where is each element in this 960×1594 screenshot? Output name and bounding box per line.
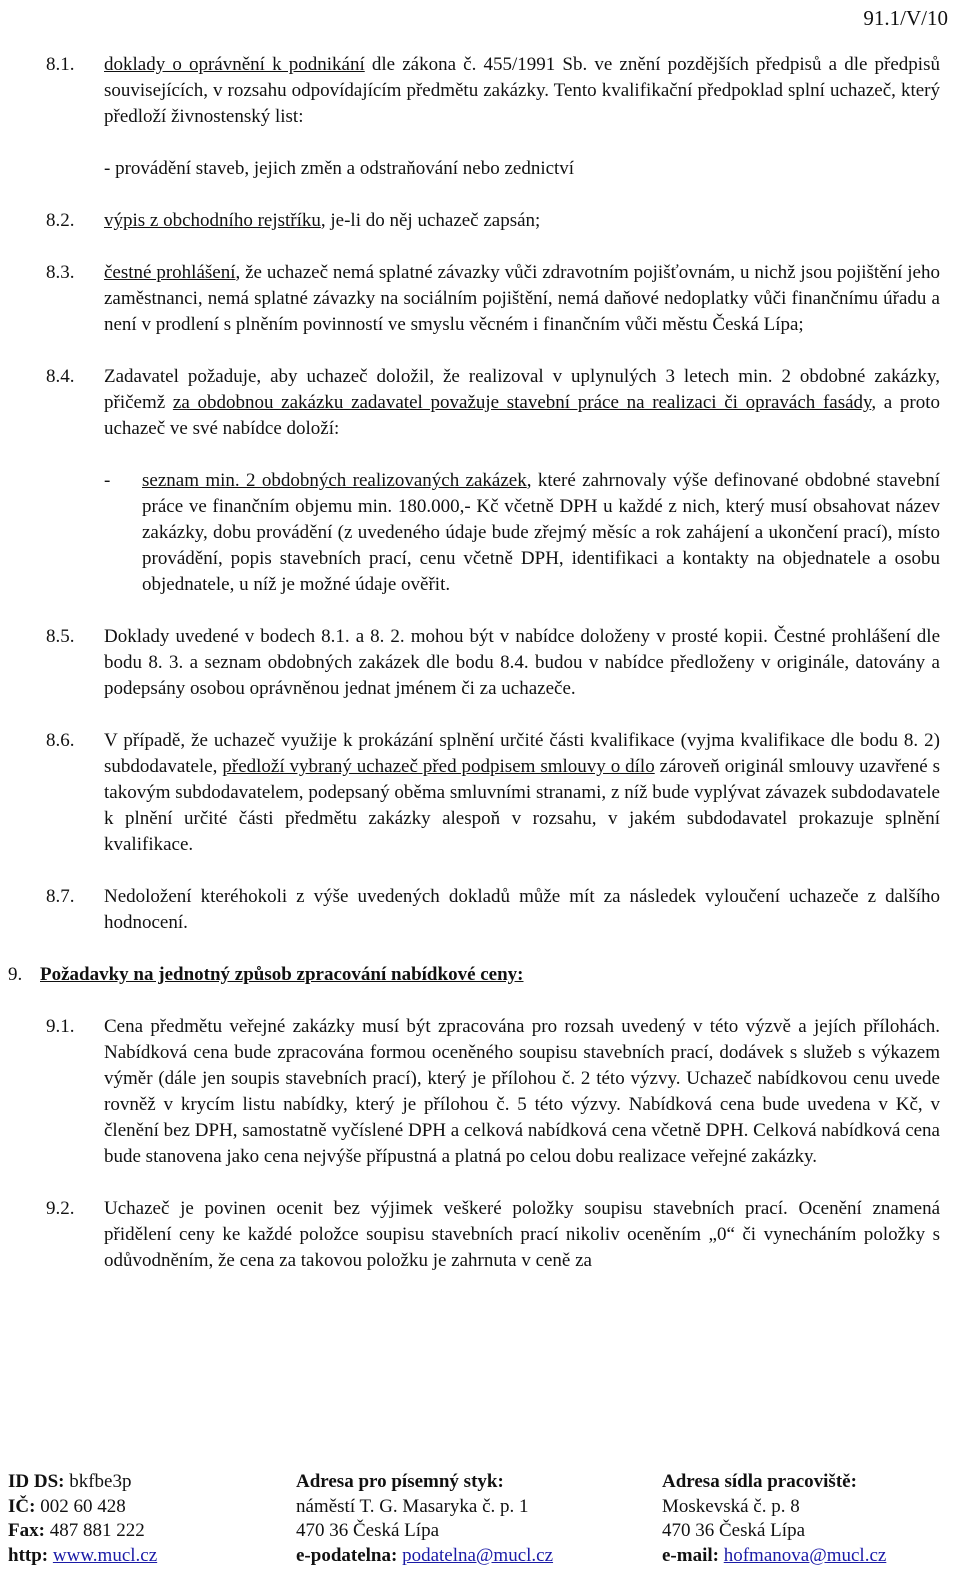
section-title: Požadavky na jednotný způsob zpracování nabídkové ceny: <box>40 964 524 985</box>
footer-label: ID DS: <box>8 1471 65 1492</box>
item-number: 8.4. <box>46 366 75 387</box>
item-number: 8.1. <box>46 54 75 75</box>
item-text: Zadavatel požaduje, aby uchazeč doložil, že realizoval v uplynulých 3 letech min. 2 obdobné zakázky, přičemž <box>104 366 940 413</box>
list-text: , které zahrnovaly výše definované obdobné stavební práce ve finančním objemu min. 180.000,- Kč včetně DPH u každé z nich, který musí obsahovat název zakázky, dobu provádění (z uvedeného údaje bude zřejmý měsíc a rok zahájení a ukončení prací), místo provádění, popis stavebních prací, cenu včetně DPH, identifikaci a kontakty na objednatele a osobu objednatele, u níž je možné údaje ověřit. <box>142 470 940 595</box>
item-text: Cena předmětu veřejné zakázky musí být zpracována pro rozsah uvedený v této výzvě a jejích přílohách. Nabídková cena bude zpracována formou oceněného soupisu stavebních prací, dodávek s služeb s výkazem výměr (dále jen soupis stavebních prací), který je přílohou č. 2 této výzvy. Uchazeč nabídkovou cenu uvede rovněž v krycím listu nabídky, který je přílohou č. 5 této výzvy. Nabídková cena bude uvedena v Kč, v členění bez DPH, samostatně vyčíslené DPH a celková nabídková cena včetně DPH. Celková nabídková cena bude stanovena jako cena nejvýše přípustná a platná po celou dobu realizace veřejné zakázky. <box>104 1016 940 1167</box>
e-podatelna-link[interactable]: podatelna@mucl.cz <box>402 1544 554 1566</box>
item-text: dle zákona č. 455/1991 Sb. ve znění pozdějších předpisů a dle předpisů souvisejících, v rozsahu odpovídajícím předmětu zakázky. Tento kvalifikační předpoklad splní uchazeč, který předloží živnostenský list: <box>104 54 940 127</box>
item-8-1-subitem: - provádění staveb, jejich změn a odstraňování nebo zednictví <box>104 158 575 179</box>
item-text-end: zároveň originál smlouvy uzavřené s takovým subdodavatelem, podepsaný oběma smluvními stranami, z níž bude vyplývat závazek subdodavatele k plnění určité části předmětu zakázky alespoň v rozsahu, v jakém subdodavatel prokazuje splnění kvalifikace. <box>104 756 940 855</box>
footer-column-postal-address <box>296 1470 553 1568</box>
item-number: 8.6. <box>46 730 75 751</box>
item-text: Uchazeč je povinen ocenit bez výjimek veškeré položky soupisu stavebních prací. Ocenění znamená přidělení ceny ke každé položce soupisu stavebních prací nikoliv oceněním „0“ či vynecháním položky s odůvodněním, že cena za takovou položku je zahrnuta v ceně za <box>104 1198 940 1271</box>
list-dash: - <box>104 470 111 491</box>
footer-label: IČ: <box>8 1495 36 1517</box>
footer-address-line: 470 36 Česká Lípa <box>296 1520 440 1541</box>
footer-label: http: <box>8 1544 49 1566</box>
footer-label: Fax: <box>8 1520 45 1541</box>
item-8-7 <box>46 884 940 936</box>
item-number: 9.1. <box>46 1016 75 1037</box>
footer-label: e-podatelna: <box>296 1544 398 1566</box>
item-underlined-link: doklady o oprávnění k podnikání <box>104 54 365 75</box>
item-number: 8.2. <box>46 210 75 231</box>
item-8-1 <box>46 52 940 130</box>
item-underlined-link: výpis z obchodního rejstříku <box>104 210 321 231</box>
item-9-1 <box>46 1014 940 1170</box>
section-number: 9. <box>8 964 23 985</box>
item-8-6 <box>46 728 940 858</box>
item-text: Doklady uvedené v bodech 8.1. a 8. 2. mohou být v nabídce doloženy v prosté kopii. Čestné prohlášení dle bodu 8. 3. a seznam obdobných zakázek dle bodu 8.4. budou v nabídce předloženy v originále, datovány a podepsány osobou oprávněnou jednat jménem či za uchazeče. <box>104 626 940 699</box>
footer-value: 002 60 428 <box>35 1495 126 1517</box>
item-9-2 <box>46 1196 940 1274</box>
footer-value: 487 881 222 <box>44 1520 145 1541</box>
email-link[interactable]: hofmanova@mucl.cz <box>723 1544 887 1566</box>
footer-column-title: Adresa pro písemný styk: <box>296 1471 504 1492</box>
item-text-end: , a proto uchazeč ve své nabídce doloží: <box>104 392 941 439</box>
website-link[interactable]: www.mucl.cz <box>52 1544 158 1566</box>
document-body <box>8 52 941 1300</box>
item-text: , je-li do něj uchazeč zapsán; <box>320 210 541 231</box>
footer-address-line: náměstí T. G. Masaryka č. p. 1 <box>296 1495 529 1517</box>
footer-column-ids <box>8 1470 157 1568</box>
list-underlined-link: seznam min. 2 obdobných realizovaných zakázek <box>142 470 527 491</box>
item-8-2 <box>46 208 940 234</box>
footer-address-line: 470 36 Česká Lípa <box>662 1520 806 1541</box>
item-underlined-text: za obdobnou zakázku zadavatel považuje stavební práce na realizaci či opravách fasády <box>172 392 872 413</box>
item-text: Nedoložení kteréhokoli z výše uvedených dokladů může mít za následek vyloučení uchazeče z dalšího hodnocení. <box>104 886 940 933</box>
item-number: 8.5. <box>46 626 75 647</box>
item-number: 9.2. <box>46 1198 75 1219</box>
item-8-3 <box>46 260 940 338</box>
item-number: 8.7. <box>46 886 75 907</box>
item-text: V případě, že uchazeč využije k prokázání splnění určité části kvalifikace (vyjma kvalifikace dle bodu 8. 2) subdodavatele, <box>104 730 940 777</box>
item-underlined-text: předloží vybraný uchazeč před podpisem smlouvy o dílo <box>222 756 655 777</box>
item-number: 8.3. <box>46 262 75 283</box>
item-8-4-list-entry <box>46 468 940 598</box>
item-underlined-link: čestné prohlášení <box>104 262 236 283</box>
footer-label: e-mail: <box>662 1544 719 1566</box>
footer-address-line: Moskevská č. p. 8 <box>662 1495 800 1517</box>
item-8-4 <box>46 364 940 442</box>
section-9-heading <box>8 962 940 988</box>
document-reference: 91.1/V/10 <box>863 6 948 30</box>
item-text: , že uchazeč nemá splatné závazky vůči zdravotním pojišťovnám, u nichž jsou pojištění jeho zaměstnanci, nemá splatné závazky na sociálním pojištění, nemá daňové nedoplatky vůči finančnímu úřadu a není v prodlení s plněním povinností ve smyslu věcném i finančním vůči městu Česká Lípa; <box>104 262 940 335</box>
footer-column-title: Adresa sídla pracoviště: <box>662 1471 857 1492</box>
footer-value: bkfbe3p <box>64 1471 132 1492</box>
item-8-5 <box>46 624 940 702</box>
footer-column-office-address <box>662 1470 886 1568</box>
